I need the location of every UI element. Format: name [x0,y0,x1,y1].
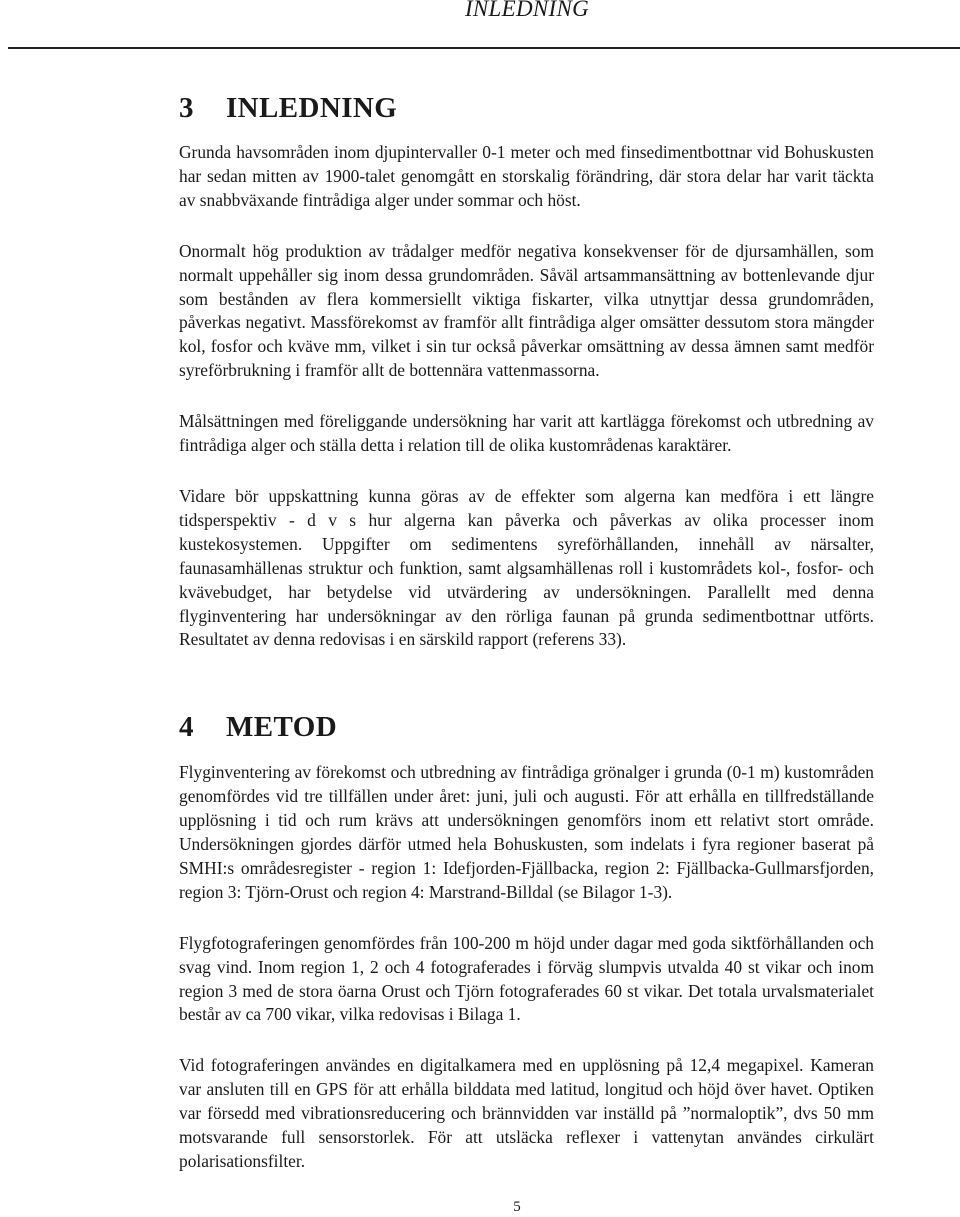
body-paragraph: Målsättningen med föreliggande undersökning har varit att kartlägga förekomst och utbredning av fintrådiga alger och ställa detta i relation till de olika kustområdenas karaktärer. [179,411,874,456]
body-paragraph: Grunda havsområden inom djupintervaller 0-1 meter och med finsedimentbottnar vid Bohuskusten har sedan mitten av 1900-talet genomgått en storskalig förändring, där stora delar har varit täckta av snabbväxande fintrådiga alger under sommar och höst. [179,142,874,210]
section-title: METOD [226,711,338,744]
section-title: INLEDNING [226,92,398,124]
page-number: 5 [513,1199,521,1215]
body-paragraph: Flygfotograferingen genomfördes från 100-200 m höjd under dagar med goda siktförhållanden och svag vind. Inom region 1, 2 och 4 fotograferades i förväg slumpvis utvalda 40 st vikar och inom region 3 med de stora öarna Orust och Tjörn fotograferades 60 st vikar. Det totala urvalsmaterialet består av ca 700 vikar, vilka redovisas i Bilaga 1. [179,932,874,1025]
section-number: 3 [179,92,194,124]
section-inledning [179,88,874,652]
section-number: 4 [179,711,194,744]
body-paragraph: Vid fotograferingen användes en digitalkamera med en upplösning på 12,4 megapixel. Kameran var ansluten till en GPS för att erhålla bilddata med latitud, longitud och höjd över havet. Optiken var försedd med vibrationsreducering och brännvidden var inställd på ”normaloptik”, dvs 50 mm motsvarande full sensorstorlek. För att utsläcka reflexer i vattenytan användes cirkulärt polarisationsfilter. [179,1055,874,1171]
body-paragraph: Flyginventering av förekomst och utbredning av fintrådiga grönalger i grunda (0-1 m) kustområden genomfördes vid tre tillfällen under året: juni, juli och augusti. För att erhålla en tillfredställande upplösning i tid och rum krävs att undersökningen genomförs inom ett relativt stort område. Undersökningen gjordes därför utmed hela Bohuskusten, som indelats i fyra regioner baserat på SMHI:s områdesregister - region 1: Idefjorden-Fjällbacka, region 2: Fjällbacka-Gullmarsfjorden, region 3: Tjörn-Orust och region 4: Marstrand-Billdal (se Bilagor 1-3). [179,762,874,902]
running-header [0,0,960,50]
body-paragraph: Onormalt hög produktion av trådalger medför negativa konsekvenser för de djursamhällen, som normalt uppehåller sig inom dessa grundområden. Såväl artsammansättning av bottenlevande djur som bestånden av flera kommersiellt viktiga fiskarter, vilka utnyttjar dessa grundområden, påverkas negativt. Massförekomst av framför allt fintrådiga alger omsätter dessutom stora mängder kol, fosfor och kväve mm, vilket i sin tur också påverkar omsättning av dessa ämnen samt medför syreförbrukning i framför allt de bottennära vattenmassorna. [179,240,874,381]
section-metod [179,707,874,1174]
running-header-title: INLEDNING [464,0,590,21]
page-content [179,88,874,1201]
section-heading [179,88,874,128]
header-divider [8,47,960,49]
body-paragraph: Vidare bör uppskattning kunna göras av de effekter som algerna kan medföra i ett längre tidsperspektiv - d v s hur algerna kan påverka och påverkas av olika processer inom kustekosystemen. Uppgifter om sedimentens syreförhållanden, innehåll av närsalter, faunasamhällenas struktur och funktion, samt algsamhällenas roll i kustområdets kol-, fosfor- och kvävebudget, har betydelse vid utvärdering av undersökningen. Parallellt med denna flyginventering har undersökningar av den rörliga faunan på grunda sedimentbottnar utförts. Resultatet av denna redovisas i en särskild rapport (referens 33). [179,485,874,650]
section-heading [179,707,874,747]
